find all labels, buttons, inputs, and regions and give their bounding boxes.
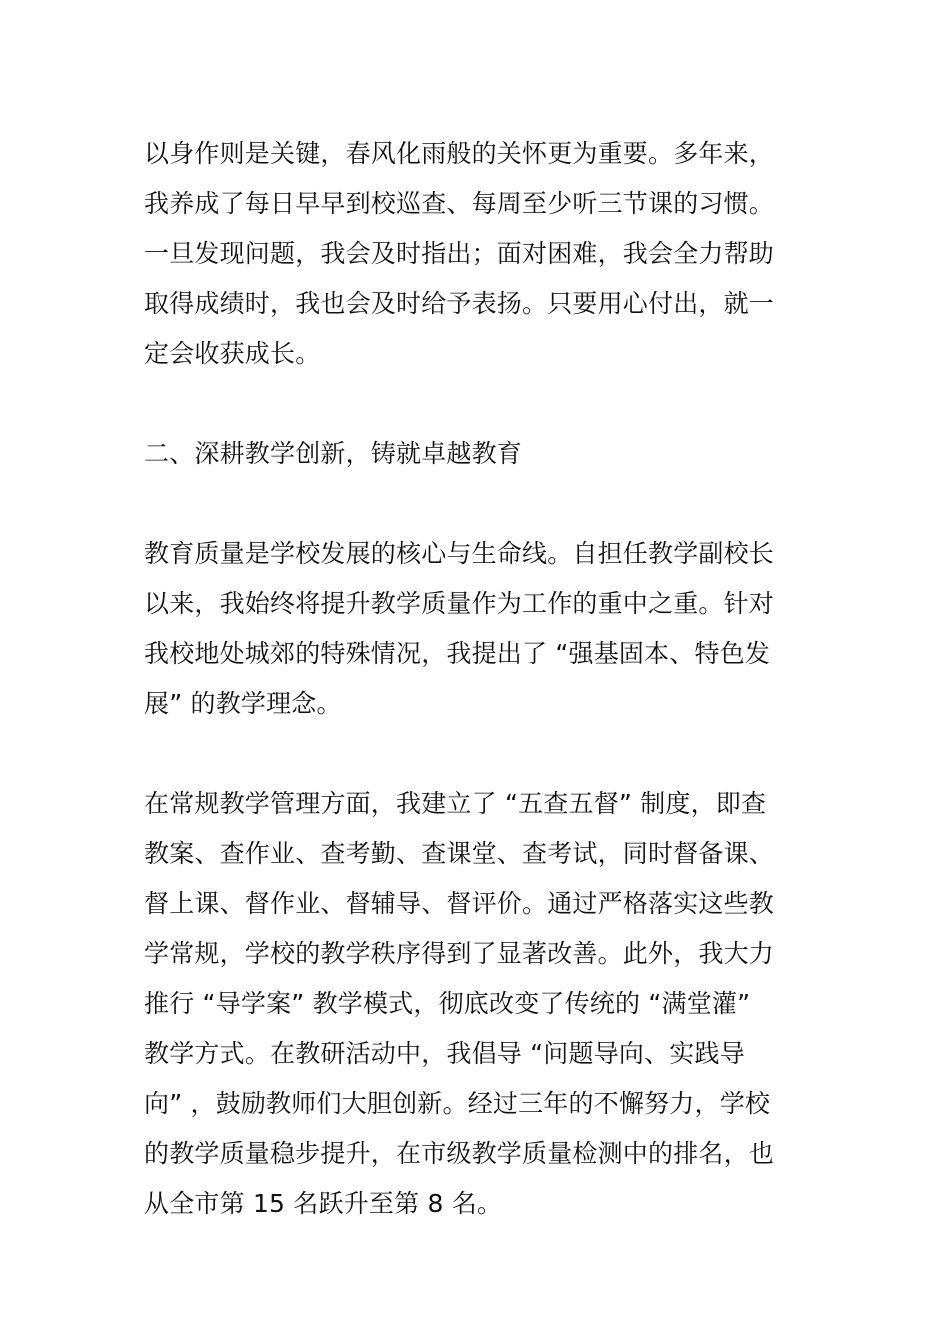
text-line: 展” 的教学理念。 — [144, 689, 342, 718]
paragraph-spacer — [144, 479, 810, 529]
text-line: 一旦发现问题，我会及时指出；面对困难，我会全力帮助 — [144, 239, 775, 268]
text-line: 向” ，鼓励教师们大胆创新。经过三年的不懈努力，学校 — [144, 1089, 771, 1118]
paragraph-teaching-quality — [144, 529, 810, 729]
text-line: 的教学质量稳步提升，在市级教学质量检测中的排名，也 — [144, 1139, 775, 1168]
document-body — [144, 129, 810, 1229]
text-line: 以身作则是关键，春风化雨般的关怀更为重要。多年来， — [144, 139, 775, 168]
text-line: 我养成了每日早早到校巡查、每周至少听三节课的习惯。 — [144, 189, 775, 218]
paragraph-management — [144, 779, 810, 1229]
text-line: 督上课、督作业、督辅导、督评价。通过严格落实这些教 — [144, 889, 775, 918]
paragraph-spacer — [144, 729, 810, 779]
text-line: 以来，我始终将提升教学质量作为工作的重中之重。针对 — [144, 589, 775, 618]
text-line: 教案、查作业、查考勤、查课堂、查考试，同时督备课、 — [144, 839, 775, 868]
text-line: 学常规，学校的教学秩序得到了显著改善。此外，我大力 — [144, 939, 775, 968]
text-line: 从全市第 15 名跃升至第 8 名。 — [144, 1189, 503, 1218]
text-line: 定会收获成长。 — [144, 339, 321, 368]
text-line: 教育质量是学校发展的核心与生命线。自担任教学副校长 — [144, 539, 775, 568]
text-line: 推行 “导学案” 教学模式，彻底改变了传统的 “满堂灌” — [144, 989, 751, 1018]
text-line: 我校地处城郊的特殊情况，我提出了 “强基固本、特色发 — [144, 639, 771, 668]
paragraph-spacer — [144, 379, 810, 429]
text-line: 在常规教学管理方面，我建立了 “五查五督” 制度，即查 — [144, 789, 767, 818]
text-line: 取得成绩时，我也会及时给予表扬。只要用心付出，就一 — [144, 289, 775, 318]
paragraph-role-model — [144, 129, 810, 379]
heading-text: 二、深耕教学创新，铸就卓越教育 — [144, 439, 523, 468]
text-line: 教学方式。在教研活动中，我倡导 “问题导向、实践导 — [144, 1039, 745, 1068]
section-heading — [144, 429, 810, 479]
